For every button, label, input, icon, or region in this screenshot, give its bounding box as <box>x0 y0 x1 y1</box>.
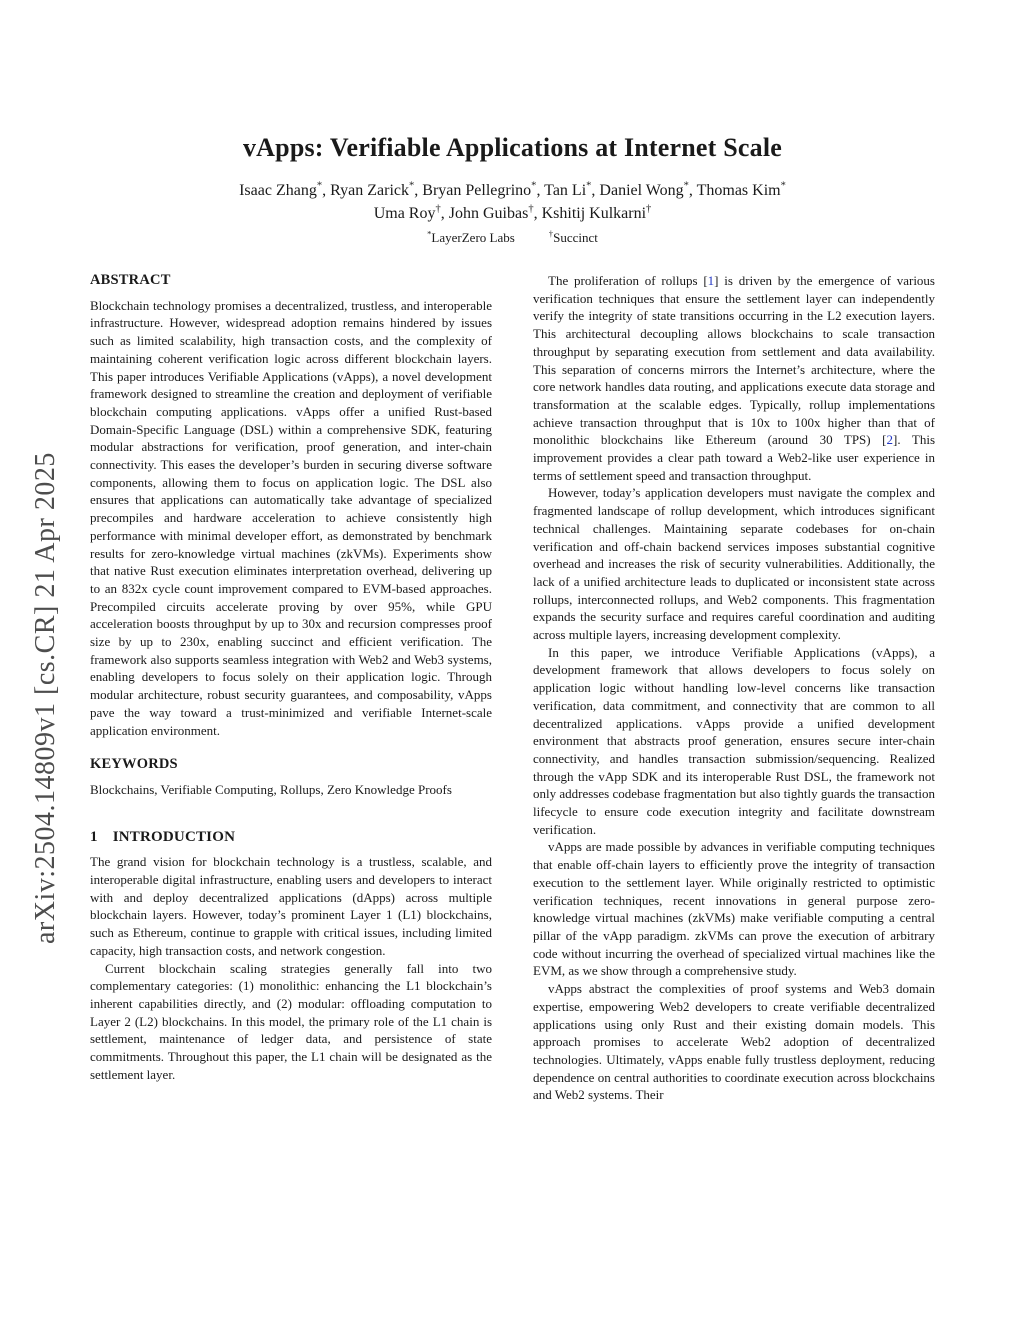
authors-line-2 <box>90 203 935 222</box>
two-column-body <box>90 272 935 1104</box>
affiliation-mark: † <box>548 228 554 239</box>
author-separator: , <box>414 182 423 200</box>
author <box>449 205 542 222</box>
author-affiliation-mark: † <box>528 203 534 215</box>
abstract-text: Blockchain technology promises a decentralized, trustless, and interoperable infrastructure. However, widespread adoption remains hindered by issues such as limited scalability, high transaction costs, and the complexity of maintaining coherent verification logic across different blockchain layers. This paper introduces Verifiable Applications (vApps), a novel development framework designed to streamline the creation and deployment of verifiable blockchain computing applications. vApps offer a unified Rust-based Domain-Specific Language (DSL) within a comprehensive SDK, featuring modular abstractions for verification, proof generation, and inter-chain connectivity. This eases the developer’s burden in securing diverse software components, allowing them to focus on application logic. The DSL also ensures that applications can automatically take advantage of specialized precompiles and hardware acceleration to achieve consistently high performance with minimal developer effort, as demonstrated by benchmark results for zero-knowledge virtual machines (zkVMs). Experiments show that native Rust execution eliminates interpretation overhead, delivering up to an 832x cycle count improvement compared to EVM-based approaches. Precompiled circuits accelerate proving by over 95%, while GPU acceleration boosts throughput by up to 30x and recursion compresses proof size by up to 230x, enabling succinct and efficient verification. The framework also supports seamless integration with Web2 and Web3 systems, enabling developers to focus solely on their application logic. Through modular architecture, robust security guarantees, and composability, vApps pave the way toward a trust-minimized and verifiable Internet-scale application environment. <box>90 297 492 738</box>
author-affiliation-mark: * <box>409 181 415 192</box>
author <box>544 182 599 199</box>
author-separator: , <box>440 204 449 222</box>
intro-paragraph: Current blockchain scaling strategies generally fall into two complementary categories: (1) monolithic: enhancing the L1 blockchain’s inherent capabilities directly, and (2) modular: offloading computation to Layer 2 (L2) blockchains. In this model, the primary role of the L1 chain is settlement, maintenance of ledger data, and persistence of state commitments. Throughout this paper, the L1 chain will be designated as the settlement layer. <box>90 960 492 1082</box>
keywords-heading: KEYWORDS <box>90 756 178 773</box>
keywords-text: Blockchains, Verifiable Computing, Rollups, Zero Knowledge Proofs <box>90 781 452 797</box>
affiliations-line <box>90 229 935 246</box>
author-affiliation-mark: * <box>531 181 537 192</box>
author-affiliation-mark: * <box>586 181 592 192</box>
citation-link[interactable]: 1 <box>707 272 715 288</box>
section-title: INTRODUCTION <box>112 828 236 845</box>
author <box>599 182 696 199</box>
text-run: ]. This improvement provides a clear path toward a Web2-like user experience in terms of settlement speed and transaction throughput. <box>533 432 935 483</box>
author <box>697 182 786 199</box>
right-column <box>533 272 935 1104</box>
abstract-heading: ABSTRACT <box>90 271 171 288</box>
intro-paragraph: vApps are made possible by advances in verifiable computing techniques that enable off-chain layers to efficiently prove the integrity of transaction execution to the settlement layer. While originally restricted to optimistic verification techniques, recent innovations in general purpose zero-knowledge virtual machines (zkVMs) make verifiable computing a central pillar of the vApp paradigm. zkVMs can prove the execution of arbitrary code without incurring the overhead of specialized virtual machines like the EVM, as we show through a comprehensive study. <box>533 839 935 979</box>
author-name: Bryan Pellegrino <box>422 182 532 200</box>
text-run: The proliferation of rollups [ <box>548 272 708 288</box>
intro-paragraph: In this paper, we introduce Verifiable Applications (vApps), a development framework that allows developers to focus solely on application logic without handling low-level concerns like transaction verification, data commitment, and connectivity that are common to all decentralized applications. vApps provide a unified development environment that abstracts proof generation, ensures secure inter-chain connectivity, and handles transaction submission/sequencing. Realized through the vApp SDK and its interoperable Rust DSL, the framework not only addresses codebase fragmentation but also tightly guards the transaction lifecycle to ensure code execution integrity and facilitate downstream verification. <box>533 644 935 837</box>
affiliation <box>549 230 598 245</box>
arxiv-watermark: arXiv:2504.14809v1 [cs.CR] 21 Apr 2025 <box>30 452 61 944</box>
intro-paragraph: vApps abstract the complexities of proof systems and Web3 domain expertise, empowering Web2 developers to create verifiable decentralized applications using only Rust and their existing domain models. This approach promises to accelerate Web2 adoption of decentralized technologies. Ultimately, vApps enable fully trustless deployment, reducing dependence on central authorities to coordinate execution across blockchains and Web2 systems. Their <box>533 981 935 1103</box>
author-separator: , <box>533 204 542 222</box>
author-separator: , <box>591 182 600 200</box>
authors-line-1 <box>90 181 935 200</box>
intro-paragraph <box>533 272 935 484</box>
paper-title: vApps: Verifiable Applications at Internet Scale <box>242 133 782 162</box>
author-affiliation-mark: † <box>435 203 441 215</box>
section-number: 1 <box>90 828 98 845</box>
author-affiliation-mark: † <box>646 203 652 215</box>
author-name: Ryan Zarick <box>330 182 409 200</box>
affiliation <box>427 230 515 245</box>
author <box>330 182 422 199</box>
affiliation-name: Succinct <box>553 229 598 245</box>
author-name: Daniel Wong <box>599 182 684 200</box>
affiliation-mark: * <box>427 228 432 239</box>
author-affiliation-mark: * <box>683 181 689 192</box>
author-separator: , <box>322 182 331 200</box>
author-name: Uma Roy <box>373 204 436 222</box>
author-name: Thomas Kim <box>696 182 781 200</box>
author-name: Isaac Zhang <box>239 182 317 200</box>
author <box>374 205 449 222</box>
intro-paragraph: The grand vision for blockchain technology is a trustless, scalable, and interoperable digital infrastructure, enabling users and developers to interact with and deploy decentralized applications (dApps) across multiple blockchain layers. However, today’s prominent Layer 1 (L1) blockchains, such as Ethereum, continue to grapple with critical issues, including limited capacity, high transaction costs, and network congestion. <box>90 854 492 958</box>
author <box>422 182 544 199</box>
author-name: John Guibas <box>448 204 529 222</box>
author-name: Tan Li <box>544 182 587 200</box>
author-affiliation-mark: * <box>316 181 323 192</box>
author-name: Kshitij Kulkarni <box>541 204 647 222</box>
author <box>239 182 330 199</box>
introduction-heading <box>90 829 492 847</box>
left-column <box>90 272 492 1104</box>
author-separator: , <box>688 182 697 200</box>
author <box>542 205 652 222</box>
affiliation-name: LayerZero Labs <box>431 229 515 245</box>
author-affiliation-mark: * <box>780 181 786 192</box>
author-separator: , <box>536 182 545 200</box>
citation-link[interactable]: 2 <box>886 432 893 448</box>
intro-paragraph: However, today’s application developers must navigate the complex and fragmented landscape of rollup development, which introduces significant technical challenges. Maintaining separate codebases for on-chain verification and off-chain backend services imposes substantial cognitive overhead and increases the risk of security vulnerabilities. Additionally, the lack of a unified architecture leads to duplicated or inconsistent state across rollups, interconnected rollups, and Web2 components. This fragmentation expands the security surface and requires careful coordination and auditing across multiple layers, increasing development complexity. <box>533 485 935 643</box>
text-run: ] is driven by the emergence of various verification techniques that ensure the settlement layer can independently verify the integrity of state transitions occurring in the L2 execution layers. This architectural decoupling allows blockchains to scale transaction throughput by separating execution from settlement and data availability. This separation of concerns mirrors the Internet’s architecture, where the core network handles data routing, and applications execute data storage and transformation at the scalable edges. Typically, rollup implementations achieve transaction throughput that is 10x to 100x higher than that of monolithic blockchains like Ethereum (around 30 TPS) [ <box>533 272 935 448</box>
paper-content <box>90 0 935 1104</box>
